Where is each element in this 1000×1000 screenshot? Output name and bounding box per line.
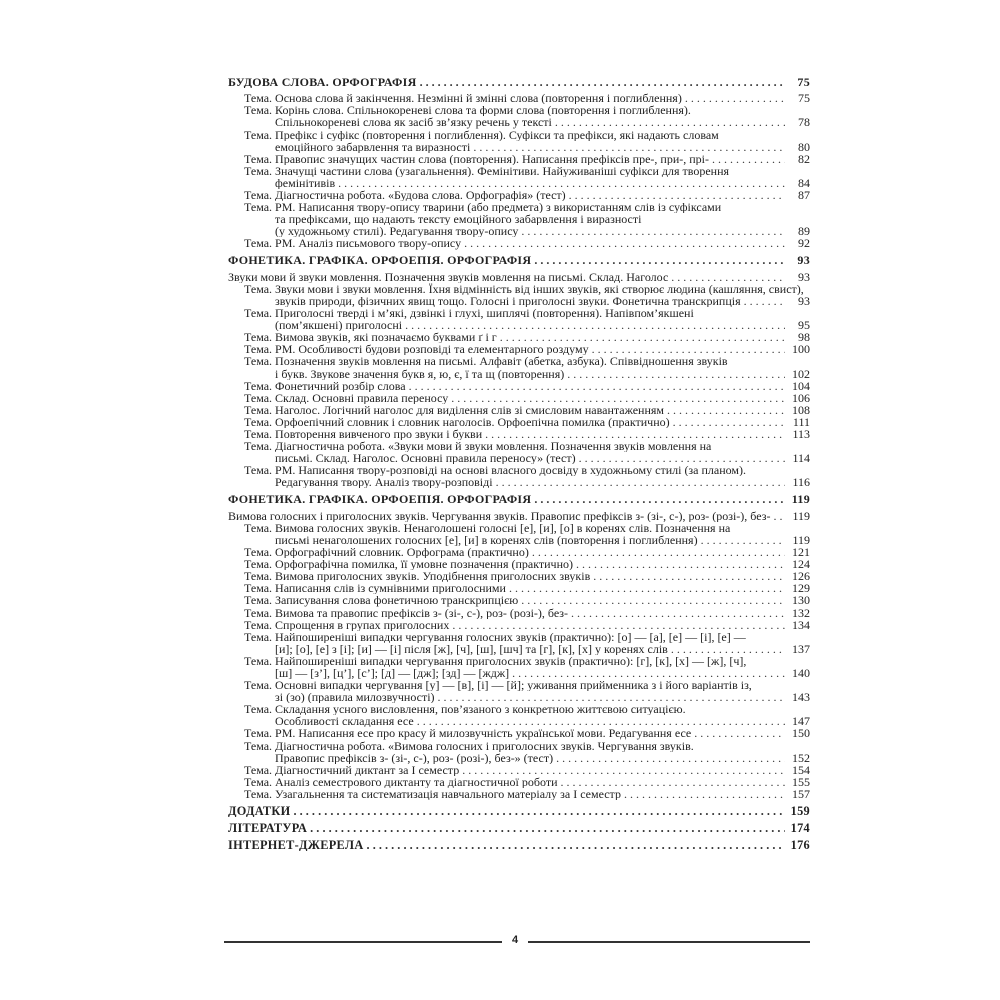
toc-topic-entry (228, 283, 810, 307)
toc-text: та префіксами, що надають тексту емоційного забарвлення і виразності (275, 213, 642, 226)
toc-page-number: 82 (798, 152, 810, 165)
toc-line (244, 380, 810, 392)
toc-page-number: 93 (798, 294, 810, 308)
toc-topic-entry (228, 440, 810, 464)
toc-page-number: 124 (792, 558, 810, 571)
dot-leader (624, 788, 785, 800)
toc-topic-entry (228, 307, 810, 331)
toc-line (244, 691, 810, 703)
toc-text: Тема. Вимова звуків, які позначаємо буквами ґ і г (244, 331, 497, 344)
toc-section-entry (228, 254, 810, 266)
toc-line (244, 416, 810, 428)
toc-page-number: 95 (798, 319, 810, 332)
toc-text: Тема. Звуки мови і звуки мовлення. Їхня відмінність від інших звуків, які створює людина (кашляння, свист), (244, 282, 804, 295)
toc-page-number: 140 (792, 666, 810, 680)
toc-text: Тема. РМ. Аналіз письмового твору-опису (244, 237, 462, 250)
toc-line (244, 452, 810, 464)
dot-leader (293, 805, 785, 817)
toc-line (244, 307, 810, 319)
toc-page-number: 116 (792, 476, 810, 489)
toc-topic-entry (228, 703, 810, 727)
toc-line (244, 727, 810, 739)
dot-leader (451, 392, 785, 404)
toc-line (244, 225, 810, 237)
toc-text: [ш] — [з’], [ц’], [с’]; [д] — [дж]; [зд] — [ждж] (275, 666, 510, 680)
toc-line (244, 546, 810, 558)
dot-leader (485, 428, 785, 440)
toc-text: Тема. Діагностична робота. «Будова слова. Орфографія» (тест) (244, 189, 566, 202)
toc-line (244, 213, 810, 225)
toc-line (244, 404, 810, 416)
toc-text: і букв. Звукове значення букв я, ю, є, ї та щ (повторення) (275, 367, 565, 380)
toc-page-number: 113 (792, 428, 810, 441)
toc-line (228, 839, 810, 851)
dot-leader (438, 691, 785, 703)
toc-text: Тема. Найпоширеніші випадки чергування приголосних звуків (практично): [г], [к], [х] — [ж], [ч], (244, 654, 747, 667)
toc-topic-entry (228, 165, 810, 189)
toc-text: ІНТЕРНЕТ-ДЖЕРЕЛА (228, 839, 364, 852)
toc-text: Редагування твору. Аналіз твору-розповіді (275, 476, 493, 489)
toc-page-number: 114 (792, 452, 810, 465)
dot-leader (462, 764, 785, 776)
toc-text: Тема. Орфоепічний словник і словник наголосів. Орфоепічна помилка (практично) (244, 415, 670, 428)
toc-page-number: 143 (792, 691, 810, 704)
dot-leader (420, 76, 785, 88)
toc-line (244, 740, 810, 752)
toc-line (244, 594, 810, 606)
toc-page-number: 157 (792, 787, 810, 800)
dot-leader (571, 607, 785, 619)
dot-leader (555, 116, 785, 128)
toc-text: Тема. Основні випадки чергування [у] — [в], [і] — [й]; уживання прийменника з і його варіантів із, (244, 679, 752, 692)
dot-leader (561, 776, 785, 788)
dot-leader (338, 177, 785, 189)
dot-leader (701, 534, 785, 546)
toc-line (244, 104, 810, 116)
dot-leader (473, 141, 785, 153)
toc-page-number: 129 (792, 582, 810, 595)
toc-topic-entry (228, 92, 810, 104)
toc-line (244, 319, 810, 331)
toc-text: Тема. Вимова приголосних звуків. Уподібнення приголосних звуків (244, 570, 591, 583)
toc-text: Правопис префіксів з- (зі-, с-), роз- (розі-), без-» (тест) (275, 751, 554, 764)
toc-topic-entry (228, 764, 810, 776)
toc-text: БУДОВА СЛОВА. ОРФОГРАФІЯ (228, 75, 417, 88)
toc-text: Тема. Вимова голосних звуків. Ненаголошені голосні [е], [и], [о] в коренях слів. Позначення на (244, 521, 731, 534)
toc-page-number: 119 (791, 493, 810, 506)
toc-text: Тема. Склад. Основні правила переносу (244, 391, 449, 404)
toc-topic-entry (228, 464, 810, 488)
toc-page-number: 134 (792, 618, 810, 631)
toc-text: фемінітивів (275, 176, 336, 190)
toc-text: Звуки мови й звуки мовлення. Позначення звуків мовлення на письмі. Склад. Наголос (228, 270, 669, 283)
toc-text: Тема. Написання слів із сумнівними приголосними (244, 582, 506, 595)
toc-page-number: 159 (790, 805, 810, 818)
toc-line (244, 201, 810, 213)
table-of-contents (228, 71, 810, 856)
toc-page-number: 108 (792, 403, 810, 416)
toc-text: Тема. Діагностичний диктант за І семестр (244, 763, 460, 776)
dot-leader (496, 476, 785, 488)
toc-topic-entry (228, 619, 810, 631)
toc-page-number: 174 (790, 822, 810, 835)
toc-topic-entry (228, 594, 810, 606)
dot-leader (417, 715, 785, 727)
toc-line (228, 493, 810, 505)
toc-page-number: 98 (798, 331, 810, 344)
toc-line (244, 92, 810, 104)
toc-text: Тема. Префікс і суфікс (повторення і поглиблення). Суфікси та префікси, які надають словам (244, 128, 719, 141)
dot-leader (592, 343, 785, 355)
dot-leader (512, 667, 785, 679)
toc-line (244, 752, 810, 764)
toc-page-number: 100 (792, 343, 810, 356)
toc-topic-entry (228, 776, 810, 788)
toc-page-number: 150 (792, 727, 810, 740)
toc-topic-entry (228, 727, 810, 739)
toc-text: ЛІТЕРАТУРА (228, 822, 308, 835)
dot-leader (310, 822, 785, 834)
toc-section-entry (228, 493, 810, 505)
toc-section-entry (228, 839, 810, 851)
toc-page-number: 93 (797, 254, 810, 267)
toc-topic-entry (228, 153, 810, 165)
toc-text: Тема. Аналіз семестрового диктанту та діагностичної роботи (244, 775, 558, 788)
toc-line (244, 570, 810, 582)
dot-leader (521, 594, 785, 606)
toc-line (244, 177, 810, 189)
toc-topic-entry (228, 404, 810, 416)
toc-text: емоційного забарвлення та виразності (275, 140, 471, 153)
toc-topic-entry (228, 522, 810, 546)
toc-text: Особливості складання есе (275, 715, 414, 728)
toc-text: ФОНЕТИКА. ГРАФІКА. ОРФОЕПІЯ. ОРФОГРАФІЯ (228, 254, 532, 267)
toc-line (244, 558, 810, 570)
dot-leader (567, 368, 785, 380)
toc-line (228, 805, 810, 817)
toc-text: Тема. РМ. Написання есе про красу й милозвучність української мови. Редагування есе (244, 727, 692, 740)
dot-leader (694, 727, 785, 739)
toc-line (244, 165, 810, 177)
toc-topic-entry (228, 428, 810, 440)
toc-page-number: 75 (797, 75, 810, 88)
toc-line (244, 464, 810, 476)
toc-line (244, 368, 810, 380)
toc-group-entry (228, 271, 810, 283)
toc-line (244, 141, 810, 153)
toc-text: Тема. Наголос. Логічний наголос для виділення слів зі смисловим навантаженням (244, 403, 665, 416)
toc-line (228, 76, 810, 88)
toc-text: Тема. Орфографічна помилка, її умовне позначення (практично) (244, 558, 573, 571)
toc-text: Тема. Правопис значущих частин слова (повторення). Написання префіксів пре-, при-, прі- (244, 152, 710, 165)
toc-line (228, 271, 810, 283)
toc-page-number: 121 (792, 546, 810, 559)
toc-line (228, 254, 810, 266)
toc-line (244, 522, 810, 534)
dot-leader (673, 416, 785, 428)
toc-line (244, 667, 810, 679)
dot-leader (667, 404, 785, 416)
toc-line (244, 631, 810, 643)
toc-line (244, 295, 810, 307)
toc-text: Тема. РМ. Особливості будови розповіді та елементарного роздуму (244, 343, 589, 356)
toc-topic-entry (228, 392, 810, 404)
toc-line (244, 776, 810, 788)
toc-page-number: 84 (798, 176, 810, 190)
dot-leader (521, 225, 785, 237)
toc-line (244, 703, 810, 715)
toc-text: письмі. Склад. Наголос. Основні правила переносу» (тест) (275, 452, 576, 465)
toc-page-number: 119 (792, 533, 810, 547)
toc-text: Тема. Значущі частини слова (узагальнення). Фемінітиви. Найуживаніші суфікси для творення (244, 164, 730, 177)
toc-page-number: 147 (792, 715, 810, 728)
toc-page-number: 126 (792, 570, 810, 583)
toc-page-number: 80 (798, 140, 810, 153)
toc-page-number: 102 (792, 367, 810, 380)
toc-topic-entry (228, 237, 810, 249)
toc-line (244, 153, 810, 165)
toc-topic-entry (228, 570, 810, 582)
toc-line (244, 607, 810, 619)
toc-page-number: 111 (792, 415, 810, 428)
toc-topic-entry (228, 631, 810, 655)
toc-page-number: 154 (792, 763, 810, 776)
toc-topic-entry (228, 558, 810, 570)
dot-leader (685, 92, 785, 104)
toc-page-number: 104 (792, 379, 810, 392)
toc-line (244, 582, 810, 594)
toc-page-number: 78 (798, 116, 810, 129)
toc-topic-entry (228, 189, 810, 201)
toc-topic-entry (228, 129, 810, 153)
toc-topic-entry (228, 104, 810, 128)
toc-line (228, 510, 810, 522)
toc-line (228, 822, 810, 834)
toc-text: Тема. РМ. Написання твору-опису тварини (або предмета) з використанням слів із суфіксами (244, 201, 722, 214)
toc-text: Тема. РМ. Написання твору-розповіді на основі власного досвіду в художньому стилі (за планом). (244, 464, 747, 477)
dot-leader (556, 752, 785, 764)
toc-text: Тема. Орфографічний словник. Орфограма (практично) (244, 546, 529, 559)
toc-topic-entry (228, 740, 810, 764)
toc-line (244, 440, 810, 452)
toc-topic-entry (228, 380, 810, 392)
toc-line (244, 116, 810, 128)
toc-line (244, 764, 810, 776)
toc-page-number: 152 (792, 751, 810, 764)
dot-leader (500, 331, 785, 343)
dot-leader (367, 839, 785, 851)
toc-line (244, 428, 810, 440)
toc-text: звуків природи, фізичних явищ тощо. Голосні і приголосні звуки. Фонетична транскрипція (275, 294, 741, 308)
dot-leader (576, 558, 785, 570)
dot-leader (464, 237, 785, 249)
toc-text: Тема. Фонетичний розбір слова (244, 379, 406, 392)
toc-section-entry (228, 805, 810, 817)
toc-line (244, 343, 810, 355)
toc-page-number: 176 (790, 839, 810, 852)
toc-line (244, 355, 810, 367)
toc-text: письмі ненаголошених голосних [е], [и] в коренях слів (повторення і поглиблення) (275, 533, 698, 547)
dot-leader (744, 295, 785, 307)
dot-leader (534, 493, 785, 505)
toc-text: Тема. Основа слова й закінчення. Незмінні й змінні слова (повторення і поглиблення) (244, 92, 682, 105)
dot-leader (773, 510, 785, 522)
dot-leader (405, 319, 785, 331)
toc-page-number: 119 (792, 509, 810, 522)
toc-text: Тема. Повторення вивченого про звуки і букви (244, 428, 483, 441)
dot-leader (569, 189, 785, 201)
toc-line (244, 715, 810, 727)
page-number: 4 (511, 934, 519, 946)
toc-page-number: 75 (798, 92, 810, 105)
toc-page-number: 87 (798, 189, 810, 202)
toc-topic-entry (228, 201, 810, 237)
dot-leader (712, 153, 785, 165)
toc-text: Тема. Складання усного висловлення, пов’язаного з конкретною життєвою ситуацією. (244, 703, 686, 716)
toc-page-number: 93 (798, 270, 810, 283)
toc-page-number: 89 (798, 225, 810, 238)
toc-text: Тема. Приголосні тверді і м’які, дзвінкі і глухі, шиплячі (повторення). Напівпом’якшені (244, 307, 694, 320)
toc-topic-entry (228, 546, 810, 558)
footer-rule-right (528, 941, 810, 943)
toc-text: ФОНЕТИКА. ГРАФІКА. ОРФОЕПІЯ. ОРФОГРАФІЯ (228, 493, 532, 506)
toc-topic-entry (228, 679, 810, 703)
toc-line (244, 331, 810, 343)
toc-group-entry (228, 510, 810, 522)
toc-line (244, 283, 810, 295)
toc-page-number: 92 (798, 237, 810, 250)
dot-leader (579, 452, 785, 464)
toc-topic-entry (228, 343, 810, 355)
toc-line (244, 655, 810, 667)
toc-text: зі (зо) (правила милозвучності) (275, 691, 435, 704)
toc-text: ДОДАТКИ (228, 805, 291, 818)
toc-line (244, 619, 810, 631)
toc-page-number: 155 (792, 775, 810, 788)
toc-text: Тема. Діагностична робота. «Вимова голосних і приголосних звуків. Чергування звуків. (244, 739, 694, 752)
toc-line (244, 476, 810, 488)
toc-text: Тема. Записування слова фонетичною транскрипцією (244, 594, 519, 607)
dot-leader (671, 271, 785, 283)
toc-line (244, 129, 810, 141)
toc-text: Тема. Узагальнення та систематизація навчального матеріалу за І семестр (244, 787, 621, 800)
toc-topic-entry (228, 655, 810, 679)
toc-page-number: 130 (792, 594, 810, 607)
toc-topic-entry (228, 331, 810, 343)
toc-text: Тема. Спрощення в групах приголосних (244, 618, 450, 631)
toc-page-number: 132 (792, 606, 810, 619)
toc-topic-entry (228, 355, 810, 379)
toc-text: [и]; [о], [е] з [і]; [и] — [і] після [ж], [ч], [ш], [шч] та [г], [к], [х] у коренях слів (275, 642, 668, 655)
toc-page-number: 137 (792, 642, 810, 655)
toc-line (244, 788, 810, 800)
toc-line (244, 679, 810, 691)
toc-text: Тема. Діагностична робота. «Звуки мови й звуки мовлення. Позначення звуків мовлення на (244, 440, 712, 453)
toc-text: Тема. Вимова та правопис префіксів з- (зі-, с-), роз- (розі-), без- (244, 606, 569, 619)
toc-line (244, 392, 810, 404)
dot-leader (671, 643, 785, 655)
toc-line (244, 534, 810, 546)
toc-text: (пом’якшені) приголосні (275, 319, 403, 332)
toc-text: Тема. Корінь слова. Спільнокореневі слова та форми слова (повторення і поглиблення). (244, 104, 691, 117)
dot-leader (409, 380, 785, 392)
footer-rule-left (224, 941, 502, 943)
toc-text: Тема. Позначення звуків мовлення на письмі. Алфавіт (абетка, азбука). Співвідношення звуків (244, 355, 728, 368)
toc-line (244, 189, 810, 201)
toc-topic-entry (228, 788, 810, 800)
toc-topic-entry (228, 582, 810, 594)
toc-text: Тема. Найпоширеніші випадки чергування голосних звуків (практично): [о] — [а], [е] — [і], [е] — (244, 630, 746, 643)
toc-text: (у художньому стилі). Редагування твору-опису (275, 225, 519, 238)
toc-topic-entry (228, 607, 810, 619)
toc-section-entry (228, 76, 810, 88)
toc-line (244, 643, 810, 655)
toc-topic-entry (228, 416, 810, 428)
toc-text: Вимова голосних і приголосних звуків. Чергування звуків. Правопис префіксів з- (зі-, с-), роз- (розі-), без- (228, 509, 771, 522)
toc-page-number: 106 (792, 391, 810, 404)
dot-leader (534, 254, 785, 266)
toc-text: Спільнокореневі слова як засіб зв’язку речень у тексті (275, 116, 552, 129)
dot-leader (593, 570, 785, 582)
toc-section-entry (228, 822, 810, 834)
dot-leader (452, 619, 785, 631)
dot-leader (509, 582, 785, 594)
dot-leader (532, 546, 785, 558)
toc-line (244, 237, 810, 249)
